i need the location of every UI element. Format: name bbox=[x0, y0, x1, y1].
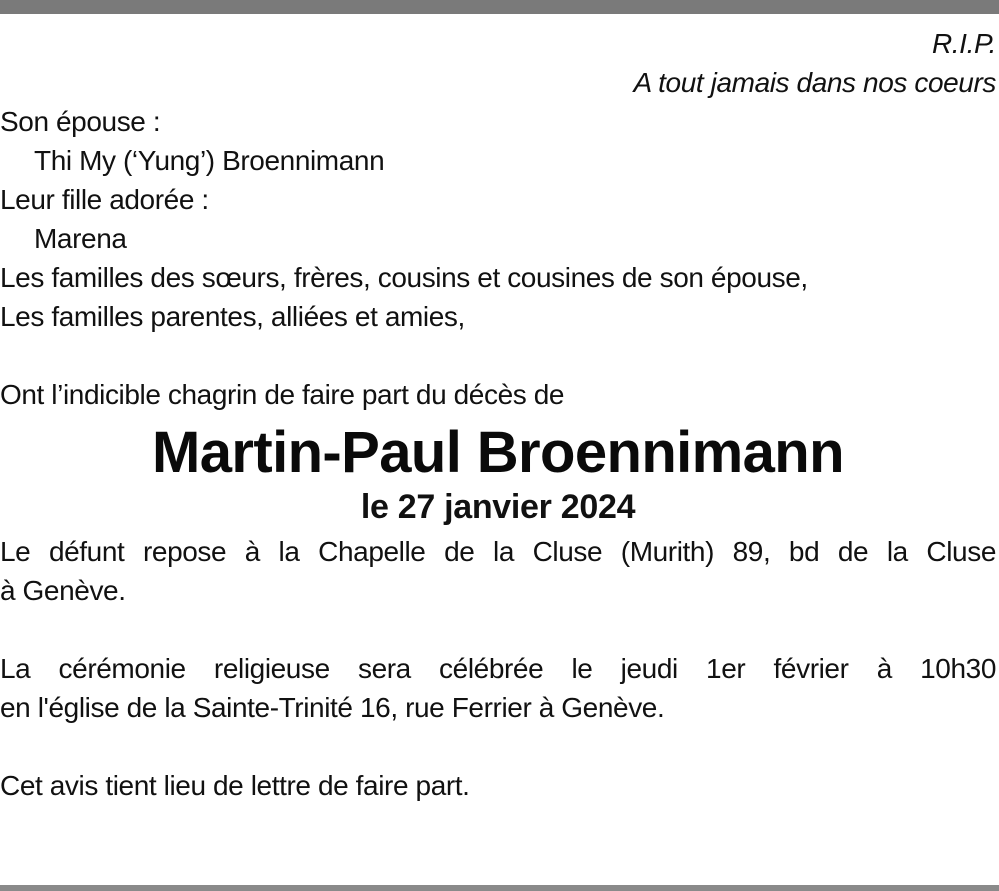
ceremony-line-1: La cérémonie religieuse sera célébrée le jeudi 1er février à 10h30 bbox=[0, 653, 996, 684]
daughter-label: Leur fille adorée : bbox=[0, 184, 209, 215]
families-relatives-line: Les familles parentes, alliées et amies, bbox=[0, 301, 465, 332]
rest-line-1: Le défunt repose à la Chapelle de la Cluse (Murith) 89, bd de la Cluse bbox=[0, 536, 996, 567]
spacer bbox=[0, 610, 996, 649]
rest-line-2: à Genève. bbox=[0, 575, 126, 606]
death-date: le 27 janvier 2024 bbox=[360, 488, 636, 526]
families-spouse-line: Les familles des sœurs, frères, cousins et cousines de son épouse, bbox=[0, 262, 808, 293]
spouse-name: Thi My (‘Yung’) Broennimann bbox=[34, 145, 385, 176]
closing-line: Cet avis tient lieu de lettre de faire part. bbox=[0, 770, 470, 801]
bottom-border-rule bbox=[0, 885, 999, 891]
notice-body bbox=[0, 24, 996, 805]
motto-line: A tout jamais dans nos coeurs bbox=[633, 67, 996, 98]
spouse-label: Son épouse : bbox=[0, 106, 161, 137]
spacer bbox=[0, 336, 996, 375]
top-border-rule bbox=[0, 0, 999, 14]
deceased-name: Martin-Paul Broennimann bbox=[152, 420, 844, 485]
announcement-line: Ont l’indicible chagrin de faire part du décès de bbox=[0, 379, 565, 410]
ceremony-line-2: en l'église de la Sainte-Trinité 16, rue Ferrier à Genève. bbox=[0, 692, 665, 723]
spacer bbox=[0, 727, 996, 766]
daughter-name: Marena bbox=[34, 223, 127, 254]
rip-heading: R.I.P. bbox=[931, 28, 996, 59]
